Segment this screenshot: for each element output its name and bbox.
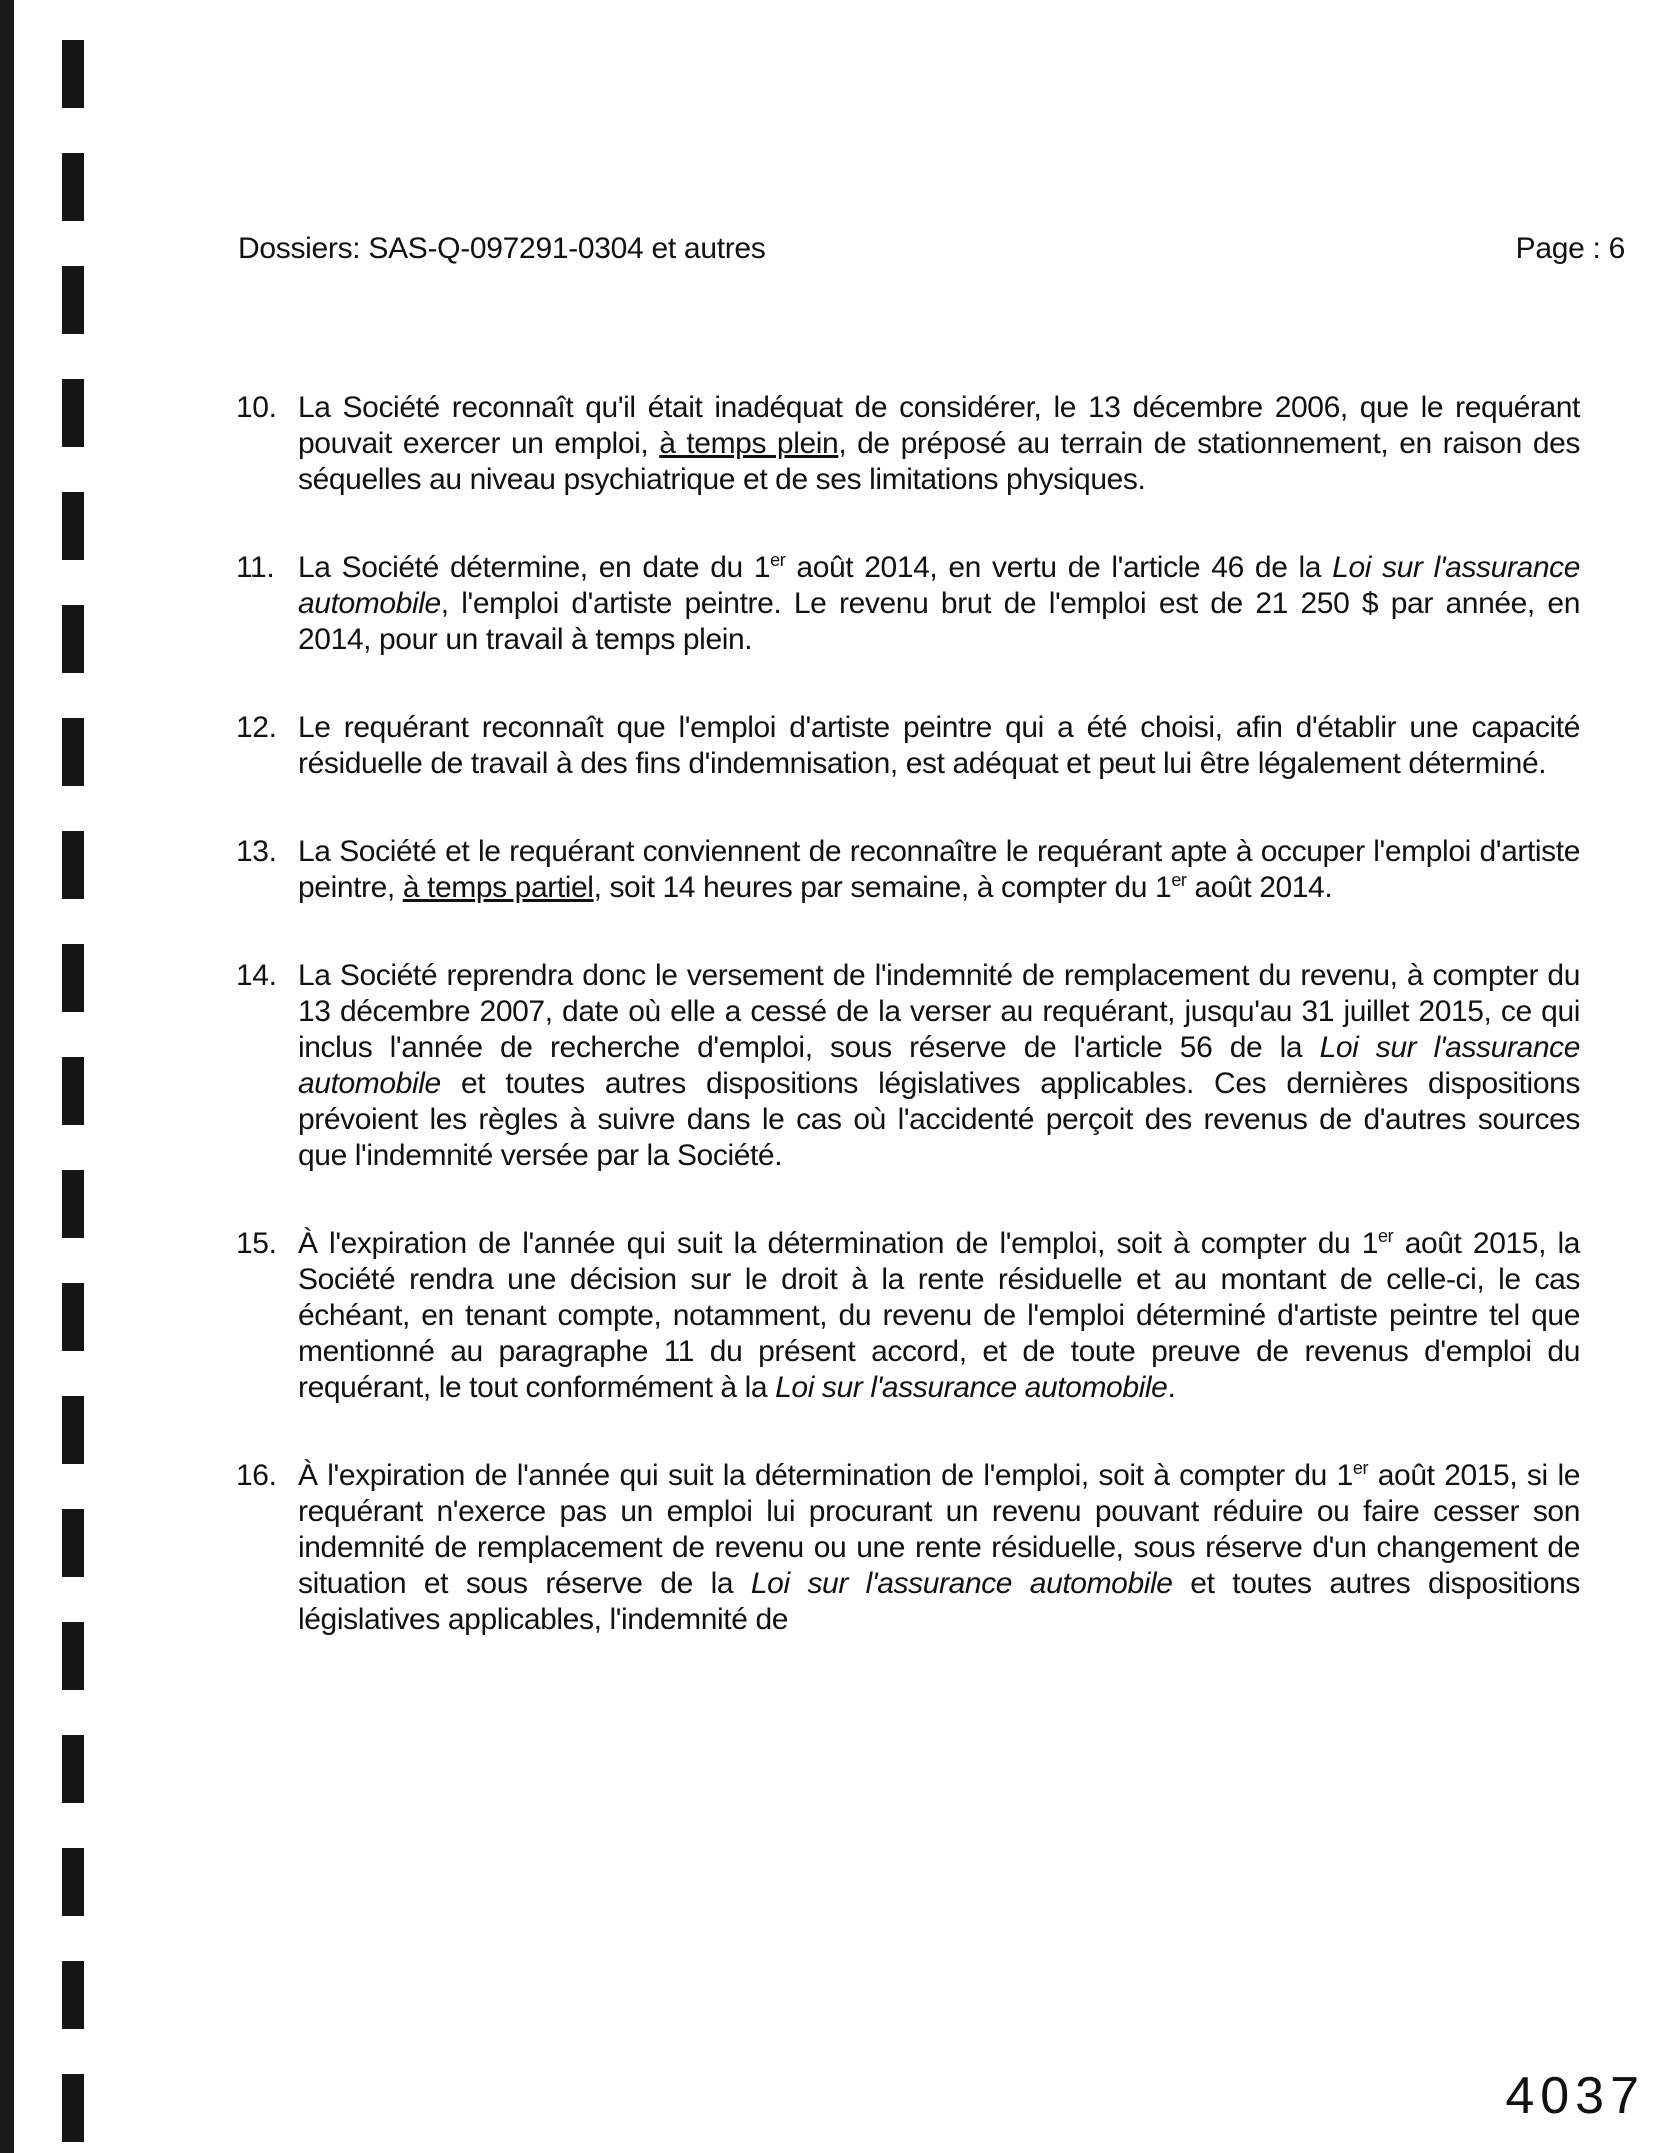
paragraph-number: 10.	[236, 391, 277, 424]
paragraph-number: 16.	[236, 1459, 277, 1492]
binding-mark	[62, 605, 84, 673]
superscript: er	[1378, 1226, 1394, 1246]
binding-mark	[62, 1509, 84, 1577]
paragraph-text: À l'expiration de l'année qui suit la détermination de l'emploi, soit à compter du 1er août 2015, la Société rendra une décision sur le droit à la rente résiduelle et au montant de celle-ci, le cas échéant, en tenant compte, notamment, du revenu de l'emploi déterminé d'artiste peintre tel que mentionné au paragraphe 11 du présent accord, et de toute preuve de revenus d'emploi du requérant, le tout conformément à la Loi sur l'assurance automobile.	[298, 1226, 1581, 1404]
binding-mark	[62, 379, 84, 447]
law-title: Loi sur l'assurance automobile	[298, 551, 1580, 620]
underlined-text: à temps plein	[659, 427, 839, 460]
paragraph-text: À l'expiration de l'année qui suit la détermination de l'emploi, soit à compter du 1er août 2015, si le requérant n'exerce pas un emploi lui procurant un revenu pouvant réduire ou faire cesser son indemnité de remplacement de revenu ou une rente résiduelle, sous réserve d'un changement de situation et sous réserve de la Loi sur l'assurance automobile et toutes autres dispositions législatives applicables, l'indemnité de	[298, 1458, 1580, 1636]
binding-mark	[62, 153, 84, 221]
paragraph-14	[236, 958, 1580, 1174]
paragraph-number: 13.	[236, 835, 277, 868]
binding-mark	[62, 1170, 84, 1238]
binding-mark	[62, 1057, 84, 1125]
binding-mark	[62, 718, 84, 786]
superscript: er	[770, 550, 786, 570]
document-body	[236, 390, 1580, 1690]
binding-mark	[62, 944, 84, 1012]
binding-mark	[62, 1283, 84, 1351]
binding-mark	[62, 1848, 84, 1916]
paragraph-11	[236, 550, 1580, 658]
paragraph-13	[236, 834, 1580, 906]
law-title: Loi sur l'assurance automobile	[775, 1371, 1168, 1404]
dossier-reference: Dossiers: SAS-Q-097291-0304 et autres	[238, 232, 766, 265]
binding-mark	[62, 1396, 84, 1464]
paragraph-12	[236, 710, 1580, 782]
binding-mark	[62, 831, 84, 899]
binding-mark	[62, 1622, 84, 1690]
paragraph-text: La Société détermine, en date du 1er août 2014, en vertu de l'article 46 de la Loi sur l'assurance automobile, l'emploi d'artiste peintre. Le revenu brut de l'emploi est de 21 250 $ par année, en 2014, pour un travail à temps plein.	[298, 550, 1580, 656]
paragraph-10	[236, 390, 1580, 498]
paragraph-text: Le requérant reconnaît que l'emploi d'artiste peintre qui a été choisi, afin d'établir une capacité résiduelle de travail à des fins d'indemnisation, est adéquat et peut lui être légalement déterminé.	[298, 711, 1580, 780]
page-label: Page : 6	[1515, 232, 1625, 265]
paragraph-text: La Société reconnaît qu'il était inadéquat de considérer, le 13 décembre 2006, que le requérant pouvait exercer un emploi, à temps plein, de préposé au terrain de stationnement, en raison des séquelles au niveau psychiatrique et de ses limitations physiques.	[298, 391, 1581, 496]
binding-mark	[62, 1961, 84, 2029]
paragraph-text: La Société et le requérant conviennent de reconnaître le requérant apte à occuper l'emploi d'artiste peintre, à temps partiel, soit 14 heures par semaine, à compter du 1er août 2014.	[298, 835, 1580, 904]
binding-mark	[62, 492, 84, 560]
binding-mark	[62, 40, 84, 108]
binding-marks	[62, 0, 86, 2153]
superscript: er	[1352, 1458, 1369, 1478]
binding-mark	[62, 2074, 84, 2142]
paragraph-number: 12.	[236, 711, 277, 744]
paragraph-number: 11.	[236, 551, 275, 584]
scan-binding-strip	[0, 0, 14, 2153]
paragraph-15	[236, 1226, 1580, 1406]
binding-mark	[62, 1735, 84, 1803]
stamped-page-number: 4037	[1505, 2067, 1645, 2125]
paragraph-16	[236, 1458, 1580, 1638]
paragraph-number: 14.	[236, 959, 277, 992]
binding-mark	[62, 266, 84, 334]
law-title: Loi sur l'assurance automobile	[750, 1567, 1173, 1600]
paragraph-number: 15.	[236, 1227, 277, 1260]
superscript: er	[1171, 870, 1187, 890]
underlined-text: à temps partiel	[402, 871, 594, 904]
paragraph-text: La Société reprendra donc le versement de l'indemnité de remplacement du revenu, à compter du 13 décembre 2007, date où elle a cessé de la verser au requérant, jusqu'au 31 juillet 2015, ce qui inclus l'année de recherche d'emploi, sous réserve de l'article 56 de la Loi sur l'assurance automobile et toutes autres dispositions législatives applicables. Ces dernières dispositions prévoient les règles à suivre dans le cas où l'accidenté perçoit des revenus de d'autres sources que l'indemnité versée par la Société.	[298, 959, 1580, 1172]
law-title: Loi sur l'assurance automobile	[298, 1031, 1580, 1100]
